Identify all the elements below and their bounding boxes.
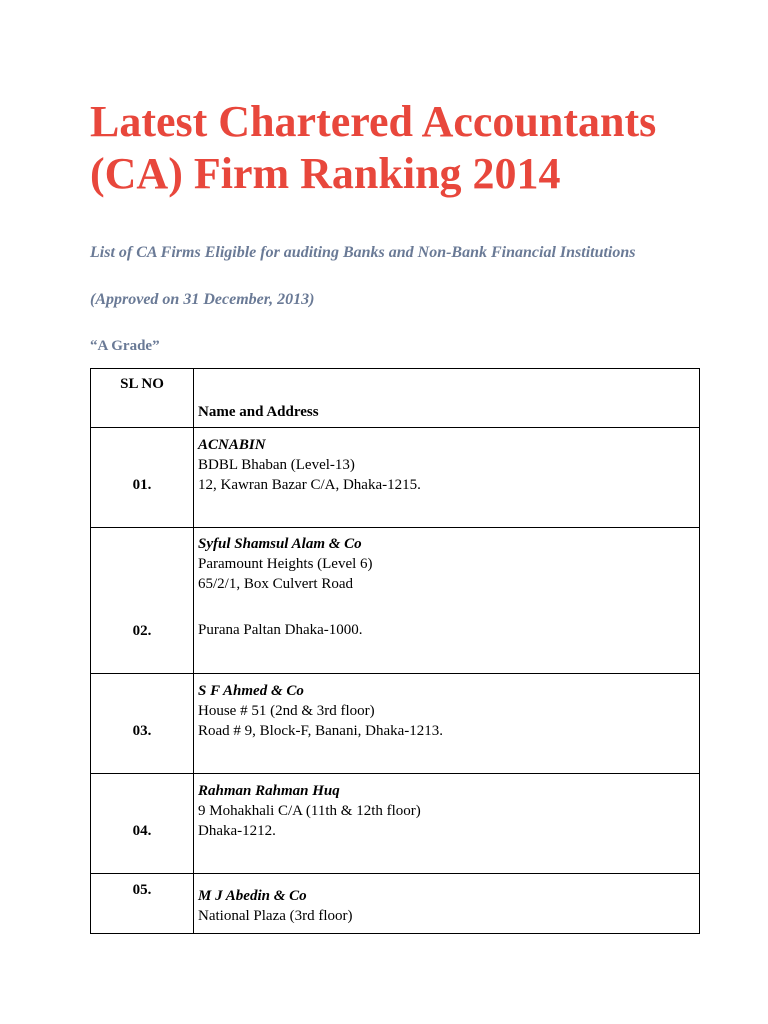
firm-address-line: House # 51 (2nd & 3rd floor) [198,703,375,719]
firm-name: Syful Shamsul Alam & Co [198,536,362,552]
firm-address-line: National Plaza (3rd floor) [198,908,353,924]
firm-name: ACNABIN [198,437,266,453]
approval-date: (Approved on 31 December, 2013) [90,291,315,308]
table-row [91,874,700,934]
firm-address-line: Paramount Heights (Level 6) [198,556,373,572]
firm-name: M J Abedin & Co [198,888,307,904]
header-cell-name [194,369,700,428]
page-title-line-1: Latest Chartered Accountants [90,97,657,146]
firm-address-line: 9 Mohakhali C/A (11th & 12th floor) [198,803,421,819]
sl-cell [91,428,194,528]
firm-cell [194,674,700,774]
header-name-address: Name and Address [198,404,319,420]
firm-address-line: 12, Kawran Bazar C/A, Dhaka-1215. [198,477,421,493]
table-row [91,674,700,774]
header-cell-sl [91,369,194,428]
firm-address-line: BDBL Bhaban (Level-13) [198,457,355,473]
sl-cell [91,674,194,774]
table-row [91,774,700,874]
firm-address-line: Dhaka-1212. [198,823,276,839]
firm-entry [198,435,421,495]
firm-entry [198,534,373,640]
firm-cell [194,774,700,874]
firm-address-line: Purana Paltan Dhaka-1000. [198,622,363,638]
table-row [91,528,700,674]
firm-ranking-table [90,368,700,934]
firm-cell [194,528,700,674]
sl-cell [91,874,194,934]
firm-entry [198,681,443,741]
sl-number: 01. [132,477,152,493]
firm-name: S F Ahmed & Co [198,683,304,699]
page-subtitle: List of CA Firms Eligible for auditing Banks and Non-Bank Financial Institutions [90,244,636,261]
sl-number: 03. [132,723,152,739]
sl-cell [91,774,194,874]
page-title [90,96,730,200]
table-row [91,428,700,528]
grade-label: “A Grade” [90,338,160,354]
firm-address-line: Road # 9, Block-F, Banani, Dhaka-1213. [198,723,444,739]
table-header-row [91,369,700,428]
firm-name: Rahman Rahman Huq [198,783,340,799]
header-sl-no: SL NO [120,376,164,392]
sl-number: 02. [132,623,152,639]
sl-number: 05. [132,882,152,898]
sl-cell [91,528,194,674]
sl-number: 04. [132,823,152,839]
firm-address-line: 65/2/1, Box Culvert Road [198,576,353,592]
firm-cell [194,428,700,528]
firm-entry [198,781,421,841]
firm-entry [198,886,353,926]
firm-cell [194,874,700,934]
page-title-line-2: (CA) Firm Ranking 2014 [90,149,561,198]
